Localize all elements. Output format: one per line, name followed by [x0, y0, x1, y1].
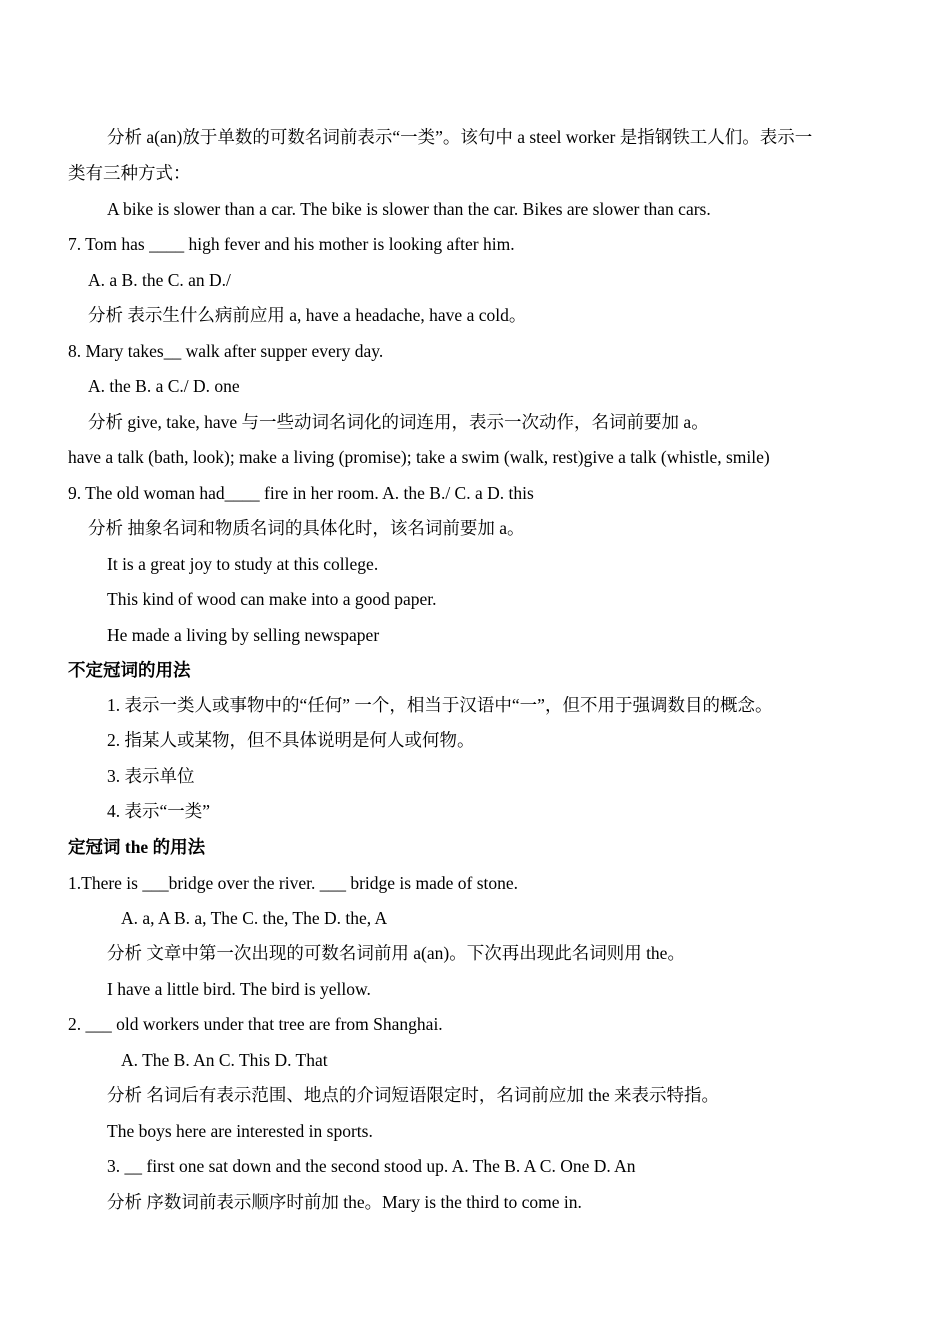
question-the-2-analysis: 分析 名词后有表示范围、地点的介词短语限定时，名词前应加 the 来表示特指。: [107, 1085, 720, 1105]
question-9-analysis: 分析 抽象名词和物质名词的具体化时，该名词前要加 a。: [88, 518, 525, 538]
example-sentence: It is a great joy to study at this college.: [107, 554, 379, 574]
example-sentence: I have a little bird. The bird is yellow.: [107, 979, 371, 999]
question-the-1-analysis: 分析 文章中第一次出现的可数名词前用 a(an)。下次再出现此名词则用 the。: [107, 943, 685, 963]
section-heading-indefinite-article: 不定冠词的用法: [68, 660, 191, 680]
example-sentence: He made a living by selling newspaper: [107, 625, 380, 645]
question-7: 7. Tom has ____ high fever and his mother is looking after him.: [68, 234, 515, 254]
question-the-3: 3. __ first one sat down and the second stood up. A. The B. A C. One D. An: [107, 1156, 636, 1176]
question-7-options: A. a B. the C. an D./: [88, 270, 231, 290]
example-sentence: A bike is slower than a car. The bike is slower than the car. Bikes are slower than cars.: [107, 199, 711, 219]
analysis-line: 分析 a(an)放于单数的可数名词前表示“一类”。该句中 a steel worker 是指钢铁工人们。表示一: [107, 127, 813, 147]
example-phrases: have a talk (bath, look); make a living (promise); take a swim (walk, rest)give a talk (whistle, smile): [68, 447, 770, 467]
question-9: 9. The old woman had____ fire in her room. A. the B./ C. a D. this: [68, 483, 534, 503]
usage-item-3: 3. 表示单位: [107, 766, 195, 786]
question-the-1: 1.There is ___bridge over the river. ___ bridge is made of stone.: [68, 873, 519, 893]
question-7-analysis: 分析 表示生什么病前应用 a, have a headache, have a cold。: [88, 305, 527, 325]
question-8: 8. Mary takes__ walk after supper every day.: [68, 341, 384, 361]
usage-item-4: 4. 表示“一类”: [107, 801, 211, 821]
example-sentence: The boys here are interested in sports.: [107, 1121, 373, 1141]
question-the-2-options: A. The B. An C. This D. That: [121, 1050, 328, 1070]
analysis-line-continued: 类有三种方式：: [68, 163, 191, 183]
section-heading-definite-article: 定冠词 the 的用法: [68, 837, 206, 857]
question-8-options: A. the B. a C./ D. one: [88, 376, 240, 396]
example-sentence: This kind of wood can make into a good paper.: [107, 589, 437, 609]
usage-item-1: 1. 表示一类人或事物中的“任何” 一个，相当于汉语中“一”，但不用于强调数目的概念。: [107, 695, 773, 715]
usage-item-2: 2. 指某人或某物，但不具体说明是何人或何物。: [107, 730, 475, 750]
question-the-3-analysis: 分析 序数词前表示顺序时前加 the。Mary is the third to come in.: [107, 1192, 582, 1212]
question-8-analysis: 分析 give, take, have 与一些动词名词化的词连用，表示一次动作，名词前要加 a。: [88, 412, 709, 432]
question-the-2: 2. ___ old workers under that tree are from Shanghai.: [68, 1014, 443, 1034]
question-the-1-options: A. a, A B. a, The C. the, The D. the, A: [121, 908, 388, 928]
